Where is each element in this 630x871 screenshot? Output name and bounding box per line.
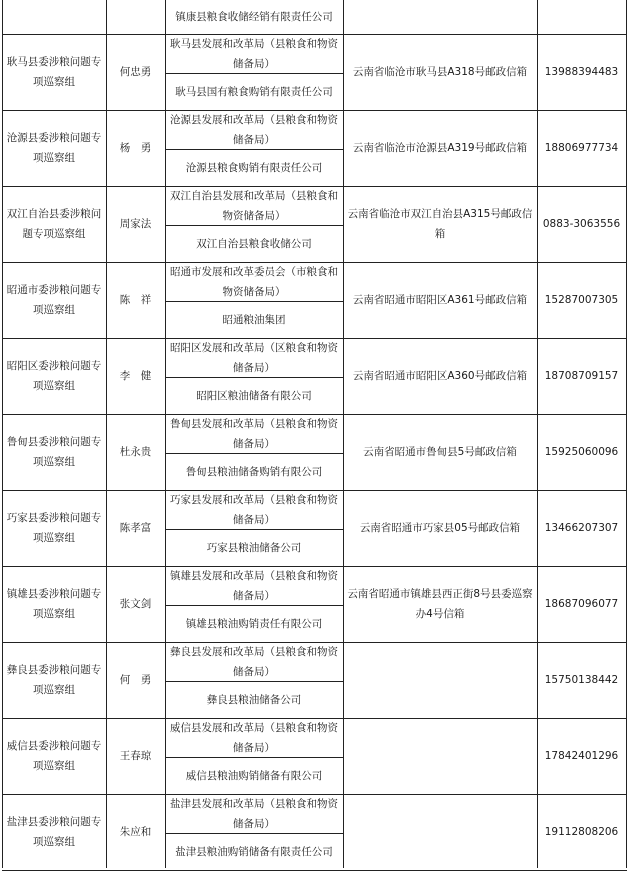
leader-name (106, 794, 165, 870)
phone-number-text: 19112808206 (544, 826, 619, 838)
unit-primary (165, 490, 343, 529)
unit-primary (165, 34, 343, 73)
phone-number (537, 34, 626, 110)
unit-secondary-text: 双江自治县粮食收储公司 (196, 237, 312, 250)
unit-primary (165, 262, 343, 301)
phone-number (537, 718, 626, 794)
unit-primary (165, 110, 343, 149)
unit-secondary (165, 833, 343, 870)
unit-primary-text: 彝良县发展和改革局（县粮食和物资储备局） (170, 645, 338, 678)
leader-name (106, 414, 165, 490)
mailbox-address-text: 云南省昭通市鲁甸县5号邮政信箱 (363, 446, 517, 458)
phone-number-text: 18806977734 (544, 142, 619, 154)
unit-secondary (165, 225, 343, 262)
leader-name-text: 陈孝富 (119, 522, 152, 534)
unit-primary-text: 镇雄县发展和改革局（县粮食和物资储备局） (170, 569, 338, 602)
group-name-text: 盐津县委涉粮问题专项巡察组 (6, 816, 102, 848)
unit-secondary (165, 301, 343, 338)
unit-primary (165, 186, 343, 225)
leader-name (106, 642, 165, 718)
unit-primary-text: 鲁甸县发展和改革局（县粮食和物资储备局） (170, 417, 338, 450)
phone-number-text: 18687096077 (544, 598, 619, 610)
unit-secondary-text: 巧家县粮油储备公司 (206, 541, 302, 554)
group-name-text: 昭通市委涉粮问题专项巡察组 (6, 284, 102, 316)
unit-secondary-text: 昭通粮油集团 (222, 313, 286, 326)
phone-number (537, 490, 626, 566)
unit-secondary-text: 耿马县国有粮食购销有限责任公司 (175, 85, 333, 98)
group-name-text: 耿马县委涉粮问题专项巡察组 (6, 56, 102, 88)
leader-name (106, 338, 165, 414)
unit-primary-text: 耿马县发展和改革局（县粮食和物资储备局） (170, 37, 338, 70)
phone-number-text: 18708709157 (544, 370, 619, 382)
group-name-text: 沧源县委涉粮问题专项巡察组 (6, 132, 102, 164)
phone-number-text: 0883-3063556 (542, 218, 621, 230)
group-name-text: 鲁甸县委涉粮问题专项巡察组 (6, 436, 102, 468)
mailbox-address (343, 110, 537, 186)
phone-number-text: 13466207307 (544, 522, 619, 534)
group-name (2, 490, 106, 566)
unit-primary-text: 昭通市发展和改革委员会（市粮食和物资储备局） (170, 265, 338, 298)
unit-secondary-text: 镇雄县粮油购销责任有限公司 (185, 617, 323, 630)
phone-number (537, 414, 626, 490)
leader-name (106, 110, 165, 186)
leader-name (106, 34, 165, 110)
mailbox-address-text: 云南省昭通市昭阳区A360号邮政信箱 (352, 370, 528, 382)
leader-name-text: 何 勇 (119, 674, 152, 686)
group-name-text: 昭阳区委涉粮问题专项巡察组 (6, 360, 102, 392)
phone-number-text: 15925060096 (544, 446, 619, 458)
group-name (2, 642, 106, 718)
group-name (2, 566, 106, 642)
mailbox-address (343, 566, 537, 642)
phone-number-text: 13988394483 (544, 66, 619, 78)
leader-name (106, 262, 165, 338)
group-name-text: 巧家县委涉粮问题专项巡察组 (6, 512, 102, 544)
group-name (2, 34, 106, 110)
group-name-text: 双江自治县委涉粮问题专项巡察组 (6, 208, 102, 240)
phone-number (537, 794, 626, 870)
mailbox-address (343, 718, 537, 794)
unit-secondary-text: 昭阳区粮油储备有限公司 (196, 389, 312, 402)
leader-name-text: 杜永贵 (119, 446, 152, 458)
phone-number (537, 566, 626, 642)
unit-secondary (165, 681, 343, 718)
unit-cell-continued-text: 镇康县粮食收储经销有限责任公司 (175, 11, 333, 23)
unit-primary-text: 昭阳区发展和改革局（区粮食和物资储备局） (170, 341, 338, 374)
mailbox-address-text: 云南省临沧市沧源县A319号邮政信箱 (352, 142, 528, 154)
leader-name-text: 杨 勇 (119, 142, 152, 154)
leader-name-text: 王春琼 (119, 750, 152, 762)
unit-primary (165, 794, 343, 833)
unit-secondary (165, 377, 343, 414)
unit-primary-text: 沧源县发展和改革局（县粮食和物资储备局） (170, 113, 338, 146)
leader-name-text: 陈 祥 (119, 294, 152, 306)
unit-secondary-text: 彝良县粮油储备公司 (206, 693, 302, 706)
group-name (2, 110, 106, 186)
phone-number-text: 15750138442 (544, 674, 619, 686)
unit-primary-text: 双江自治县发展和改革局（县粮食和物资储备局） (170, 189, 338, 222)
unit-secondary (165, 757, 343, 794)
group-name (2, 262, 106, 338)
mailbox-address (343, 34, 537, 110)
leader-name (106, 490, 165, 566)
phone-number (537, 338, 626, 414)
unit-secondary (165, 73, 343, 110)
leader-name (106, 566, 165, 642)
leader-name (106, 718, 165, 794)
group-name (2, 338, 106, 414)
group-name (2, 186, 106, 262)
unit-primary-text: 盐津县发展和改革局（县粮食和物资储备局） (170, 797, 338, 830)
unit-secondary (165, 605, 343, 642)
leader-name-text: 李 健 (119, 370, 152, 382)
mailbox-address (343, 262, 537, 338)
phone-number (537, 642, 626, 718)
unit-primary (165, 338, 343, 377)
mailbox-address (343, 338, 537, 414)
leader-name-text: 朱应和 (119, 826, 152, 838)
group-name (2, 794, 106, 870)
unit-primary-text: 巧家县发展和改革局（县粮食和物资储备局） (170, 493, 338, 526)
leader-name (106, 186, 165, 262)
leader-name-text: 何忠勇 (119, 66, 152, 78)
unit-secondary (165, 149, 343, 186)
group-name (2, 718, 106, 794)
unit-secondary (165, 453, 343, 490)
unit-primary (165, 566, 343, 605)
mailbox-address (343, 186, 537, 262)
unit-secondary-text: 沧源县粮食购销有限责任公司 (185, 161, 323, 174)
unit-secondary-text: 威信县粮油购销储备有限公司 (185, 769, 323, 782)
group-name-text: 镇雄县委涉粮问题专项巡察组 (6, 588, 102, 620)
phone-number-text: 15287007305 (544, 294, 619, 306)
phone-number (537, 110, 626, 186)
unit-primary (165, 718, 343, 757)
unit-secondary-text: 鲁甸县粮油储备购销有限公司 (185, 465, 323, 478)
phone-number-text: 17842401296 (544, 750, 619, 762)
leader-name-text: 周家法 (119, 218, 152, 230)
group-name-text: 彝良县委涉粮问题专项巡察组 (6, 664, 102, 696)
mailbox-address (343, 794, 537, 870)
mailbox-address-text: 云南省昭通市昭阳区A361号邮政信箱 (352, 294, 528, 306)
unit-secondary (165, 529, 343, 566)
group-name-text: 威信县委涉粮问题专项巡察组 (6, 740, 102, 772)
unit-secondary-text: 盐津县粮油购销储备有限责任公司 (175, 845, 333, 858)
leader-name-text: 张文剑 (119, 598, 152, 610)
unit-cell-continued (165, 0, 343, 34)
unit-primary-text: 威信县发展和改革局（县粮食和物资储备局） (170, 721, 338, 754)
mailbox-address-text: 云南省昭通市镇雄县西正街8号县委巡察办4号信箱 (347, 588, 533, 620)
mailbox-address-text: 云南省临沧市双江自治县A315号邮政信箱 (347, 208, 533, 240)
mailbox-address-text: 云南省昭通市巧家县05号邮政信箱 (359, 522, 521, 534)
mailbox-address-text: 云南省临沧市耿马县A318号邮政信箱 (352, 66, 528, 78)
column-border-5 (626, 0, 627, 868)
group-name (2, 414, 106, 490)
mailbox-address (343, 642, 537, 718)
phone-number (537, 186, 626, 262)
phone-number (537, 262, 626, 338)
unit-primary (165, 642, 343, 681)
unit-primary (165, 414, 343, 453)
mailbox-address (343, 414, 537, 490)
mailbox-address (343, 490, 537, 566)
